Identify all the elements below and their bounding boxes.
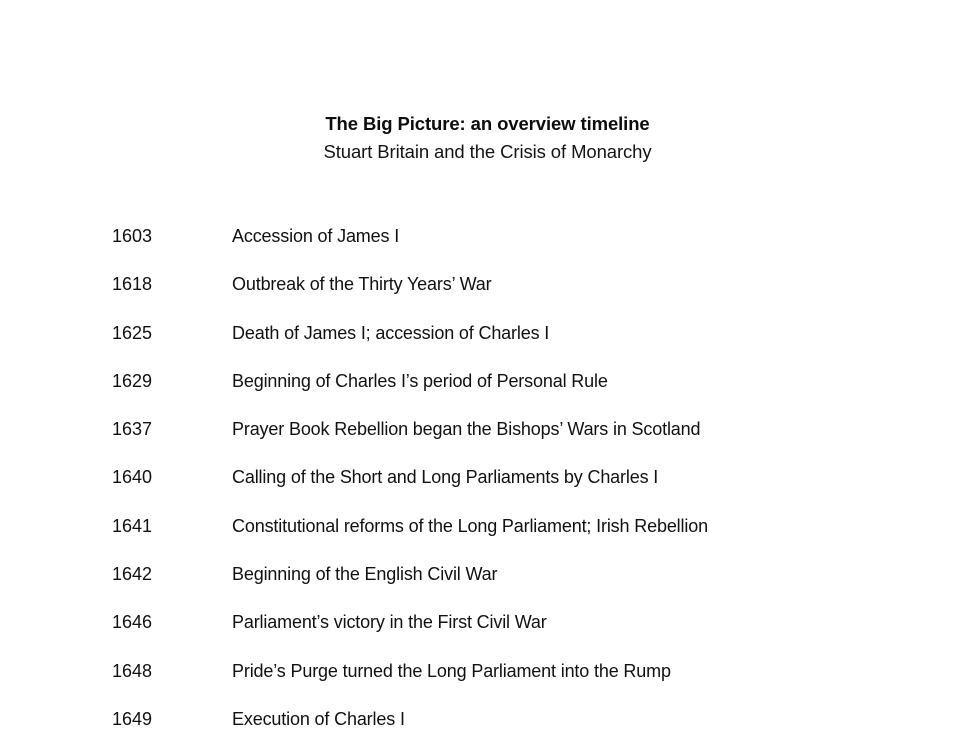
- timeline-row: [112, 224, 872, 272]
- timeline-year: 1642: [112, 564, 153, 585]
- timeline-row: [112, 417, 872, 465]
- timeline-event: Accession of James I: [232, 226, 400, 246]
- timeline-event: Calling of the Short and Long Parliaments by Charles I: [232, 467, 659, 488]
- timeline-row: [112, 562, 872, 610]
- timeline-year: 1625: [112, 322, 153, 343]
- timeline-list: [112, 224, 872, 755]
- timeline-event: Death of James I; accession of Charles I: [232, 322, 550, 343]
- timeline-row: [112, 610, 872, 658]
- timeline-year: 1649: [112, 708, 153, 729]
- timeline-row: [112, 659, 872, 707]
- timeline-event: Prayer Book Rebellion began the Bishops’ Wars in Scotland: [232, 419, 701, 440]
- timeline-row: [112, 465, 872, 513]
- timeline-year: 1629: [112, 370, 153, 391]
- timeline-year: 1618: [112, 274, 153, 295]
- timeline-event: Beginning of Charles I’s period of Personal Rule: [232, 370, 608, 391]
- timeline-year: 1640: [112, 467, 153, 488]
- timeline-event: Beginning of the English Civil War: [232, 564, 498, 585]
- timeline-row: [112, 321, 872, 369]
- timeline-year: 1648: [112, 660, 153, 681]
- timeline-row: [112, 369, 872, 417]
- timeline-event: Parliament’s victory in the First Civil War: [232, 612, 547, 633]
- timeline-year: 1637: [112, 419, 153, 440]
- timeline-row: [112, 514, 872, 562]
- timeline-year: 1603: [112, 226, 153, 246]
- timeline-event: Execution of Charles I: [232, 708, 405, 729]
- timeline-row: [112, 272, 872, 320]
- page-title: The Big Picture: an overview timeline: [325, 113, 650, 134]
- timeline-event: Outbreak of the Thirty Years’ War: [232, 274, 492, 295]
- timeline-year: 1641: [112, 515, 153, 536]
- page-subtitle: Stuart Britain and the Crisis of Monarchy: [323, 141, 652, 162]
- timeline-event: Pride’s Purge turned the Long Parliament into the Rump: [232, 660, 671, 681]
- timeline-year: 1646: [112, 612, 153, 633]
- document-header: [0, 112, 975, 166]
- timeline-event: Constitutional reforms of the Long Parliament; Irish Rebellion: [232, 515, 708, 536]
